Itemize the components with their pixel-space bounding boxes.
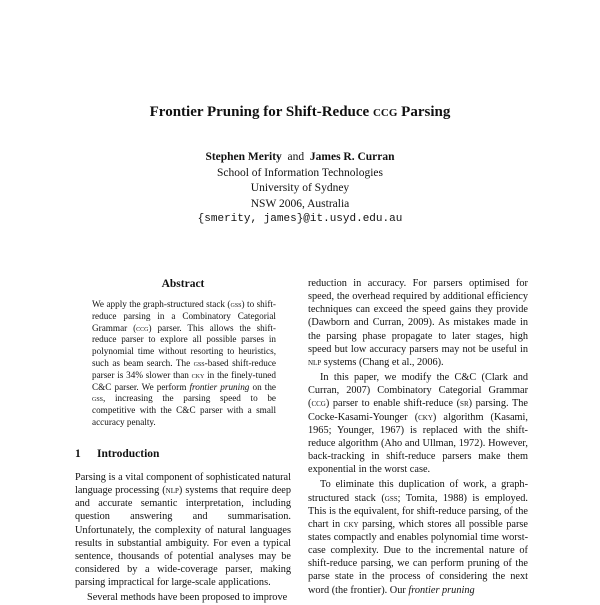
author-block [0, 150, 600, 228]
right-column-text [308, 277, 528, 597]
author-email: {smerity, james}@it.usyd.edu.au [197, 213, 403, 225]
abstract-heading: Abstract [161, 278, 205, 290]
affiliation-line: University of Sydney [250, 182, 350, 194]
author-name: James R. Curran [309, 151, 395, 163]
author-names: Stephen Merity and James R. Curran [205, 151, 395, 163]
author-name: Stephen Merity [205, 151, 282, 163]
section-heading: 1 Introduction [75, 448, 160, 460]
paragraph: Several methods have been proposed to improve [87, 592, 288, 604]
paragraph: To eliminate this duplication of work, a graph-structured stack (gss; Tomita, 1988) is employed. This is the equivalent, for shift-reduce parsing, of the chart in cky parsing, which stores all possible parse states compactly and enables polynomial time worst-case complexity. Due to the incremental nature of shift-reduce parsing, we can perform pruning of the parse state in the process of considering the next word (the frontier). Our frontier pruning [308, 479, 528, 596]
paragraph: In this paper, we modify the C&C (Clark and Curran, 2007) Combinatory Categorial Grammar (ccg) parser to enable shift-reduce (sr) parsing. The Cocke-Kasami-Younger (cky) algorithm (Kasami, 1965; Younger, 1967) is replaced with the shift-reduce algorithm (Aho and Ullman, 1972). However, back-tracking in shift-reduce parsers make them exponential in the worst case. [308, 372, 528, 476]
affiliation-line: School of Information Technologies [216, 166, 384, 179]
paper-title: Frontier Pruning for Shift-Reduce ccg Parsing [149, 104, 451, 120]
paragraph: reduction in accuracy. For parsers optimised for speed, the overhead required by additional efficiency techniques can exceed the speed gains they provide (Dawborn and Curran, 2009). As mistakes made in the parsing phase propagate to later stages, high speed but low accuracy parsers may not be useful in nlp systems (Chang et al., 2006). [308, 278, 528, 368]
abstract-body: We apply the graph-structured stack (gss) to shift-reduce parsing in a Combinatory Categorial Grammar (ccg) parser. This allows the shift-reduce parser to explore all possible parses in polynomial time without resorting to heuristics, such as beam search. The gss-based shift-reduce parser is 34% slower than cky in the finely-tuned C&C parser. We perform frontier pruning on the gss, increasing the parsing speed to be competitive with the C&C parser with a small accuracy penalty. [92, 299, 276, 427]
paragraph: Parsing is a vital component of sophisticated natural language processing (nlp) systems that require deep and accurate semantic interpretation, including question answering and summarisation. Unfortunately, the complexity of natural languages results in substantial ambiguity. For even a typical sentence, thousands of potential analyses may be considered by a wide-coverage parser, making parsing impractical for large-scale applications. [75, 472, 291, 589]
introduction-text [75, 471, 291, 605]
affiliation-line: NSW 2006, Australia [250, 197, 350, 210]
